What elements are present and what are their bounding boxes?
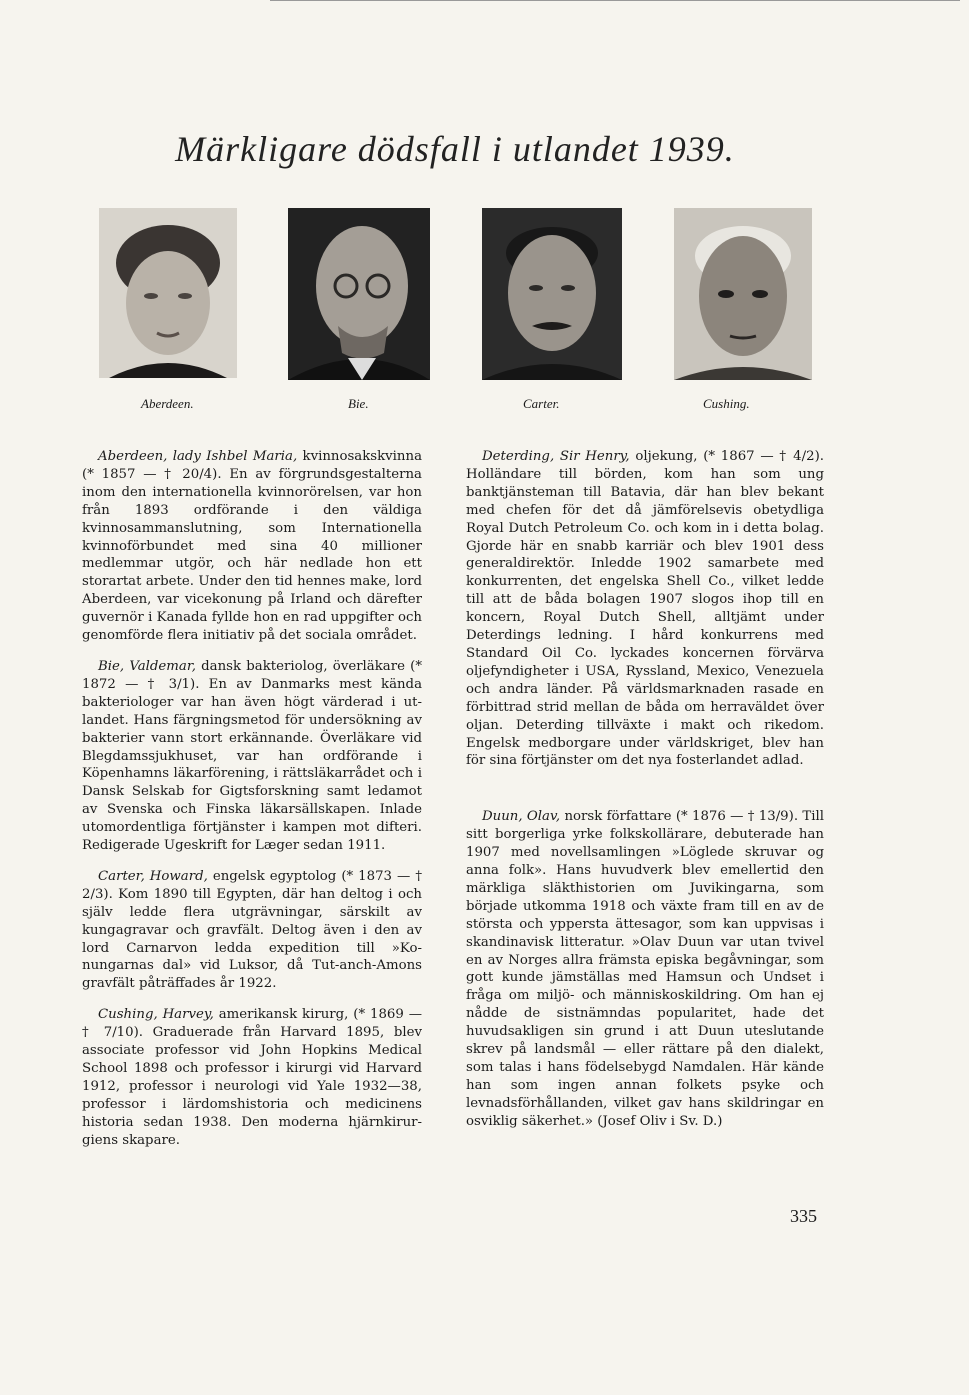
entry-name: Aberdeen, lady Ishbel Maria, xyxy=(98,449,298,464)
entry-name: Cushing, Harvey, xyxy=(98,1007,214,1023)
right-column xyxy=(466,448,824,1144)
entry-aberdeen xyxy=(82,448,422,645)
entry-text: kvinnosakskvinna (* 1857 — † 20/4). En av förgrundsgestalterna inom den internationella kvinnorörelsen, var hon från 1893 ordförande i den väldiga kvinnosammanslutning, som Internationella kvinnoförbundet med sina 40 millioner medlemmar utgör, och här nedlade hon ett storartat arbete. Under den tid hennes make, lord Aberdeen, var vicekonung på Irland och därefter guvernör i Kanada fyllde hon en rad uppgifter och genomförde flera initiativ på det sociala området. xyxy=(82,449,422,644)
page-title: Märkligare dödsfall i utlandet 1939. xyxy=(175,129,735,169)
entry-text: norsk författare (* 1876 — † 13/9). Till sitt borgerliga yrke folkskollärare, debuterade han 1907 med novellsamlingen »Löglede skruvar og anna folk». Hans huvudverk blev emellertid den märkliga släkthistorien om Juvikingarna, som började utkomma 1918 och växte fram till en av de största och yppersta ättesagor, som kan uppvisas i skandinavisk litteratur. »Olav Duun var utan tvivel en av Norges allra främsta episka begåvningar, som gott kunde jämställas med Hamsun och Undset i fråga om miljö- och människoskildring. Om han ej nådde de sistnämndas popularitet, hade det huvudsakligen sin grund i att Duun uteslutande skrev på landsmål — eller rättare på den dialekt, som talas i hans födelsebygd Namdalen. Här kände han som ingen annan folkets psyke och levnadsförhållanden, vilket gav hans skildringar en osviklig säkerhet.» (Josef Oliv i Sv. D.) xyxy=(466,809,824,1129)
entry-text: dansk bakteriolog, överläkare (* 1872 — † 3/1). En av Danmarks mest kända bakteriologer var han även högt värderad i utlandet. Hans färgningsmetod för undersökning av bakterier vann stort erkännande. Överläkare vid Blegdamssjukhuset, var han ordförande i Köpenhamns läkarförening, i rättsläkarrådet och i Dansk Selskab for Gigtsforskning samt ledamot av Svenska och Finska läkarsällskapen. Inlade utomordentliga förtjänster i kampen mot difteri. Redigerade Ugeskrift for Læger sedan 1911. xyxy=(82,658,422,854)
entry-name: Bie, Valdemar, xyxy=(98,658,196,674)
entry-text: amerikansk kirurg, (* 1869 — † 7/10). Graduerade från Harvard 1895, blev associate professor vid John Hopkins Medical School 1898 och professor i kirurgi vid Harvard 1912, professor i neurologi vid Yale 1932—38, professor i lärdomshistoria och medicinens historia sedan 1938. Den moderna hjärnkirurgiens skapare. xyxy=(82,1007,423,1148)
left-column xyxy=(82,448,422,1163)
portrait-cushing-image xyxy=(674,208,812,380)
entry-name: Duun, Olav, xyxy=(482,809,561,825)
entry-cushing xyxy=(82,1006,422,1149)
top-rule xyxy=(270,0,960,1)
portrait-aberdeen-image xyxy=(99,208,237,378)
portrait-carter xyxy=(482,208,622,380)
portrait-carter-image xyxy=(482,208,622,380)
entry-bie xyxy=(82,658,422,855)
entry-name: Deterding, Sir Henry, xyxy=(482,449,630,464)
entry-name: Carter, Howard, xyxy=(98,868,208,884)
portrait-cushing xyxy=(674,208,812,380)
caption-bie: Bie. xyxy=(348,396,369,411)
caption-cushing: Cushing. xyxy=(703,396,750,411)
portrait-bie xyxy=(288,208,430,380)
entry-deterding xyxy=(466,448,824,770)
entry-duun xyxy=(466,808,824,1130)
entry-text: engelsk egyptolog (* 1873 — † 2/3). Kom 1890 till Egypten, där han deltog i och själv ledde flera utgrävningar, särskilt av kungagravar och gravfält. Deltog även i den av lord Carnarvon ledda expedition till »Konungarnas dal» vid Luksor, då Tut-anch-Amons gravfält påträffades år 1922. xyxy=(82,868,422,992)
portrait-aberdeen xyxy=(99,208,237,378)
caption-aberdeen: Aberdeen. xyxy=(141,396,194,411)
entry-carter xyxy=(82,868,422,993)
entry-text: oljekung, (* 1867 — † 4/2). Holländare till börden, kom han som ung banktjänsteman till Batavia, där han blev bekant med chefen för det då jämförelsevis obetydliga Royal Dutch Petroleum Co. och kom in i detta bolag. Gjorde här en snabb karriär och blev 1901 dess generaldirektör. Inledde 1902 samarbete med konkurrenten, det engelska Shell Co., vilket ledde till att de båda bolagen 1907 slogos ihop till en koncern, Royal Dutch Shell, alltjämt under Deterdings ledning. I hård konkurrens med Standard Oil Co. lyckades koncernen förvärva oljefyndigheter i USA, Ryssland, Mexico, Venezuela och andra länder. På världsmarknaden rasade en förbittrad strid mellan de båda om herraväldet över oljan. Deterding tillväxte i makt och rikedom. Engelsk medborgare under världskriget, blev han för sina förtjänster om det nya fosterlandet adlad. xyxy=(466,449,824,769)
portrait-bie-image xyxy=(288,208,430,380)
caption-carter: Carter. xyxy=(523,396,560,411)
page-number: 335 xyxy=(790,1206,817,1226)
